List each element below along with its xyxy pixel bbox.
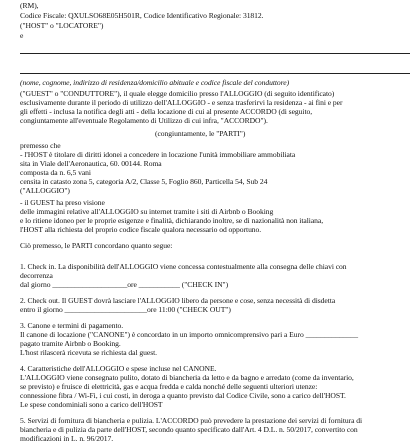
section-3-receipt: L'host rilascerà ricevuta se richiesta dal guest. bbox=[20, 348, 158, 357]
section-1-checkin-date: dal giorno ____________________ore ___________ ("CHECK IN") bbox=[20, 280, 229, 289]
guest-premise-2: delle immagini relative all'ALLOGGIO su internet tramite i siti di Airbnb o Booking bbox=[20, 207, 274, 216]
section-5-line-2: biancheria e di pulizia da parte dell'HOST, secondo quanto specificato dall'Art. 4 D.L. n. 50/2017, convertito con bbox=[20, 425, 358, 434]
guest-premise-4: l'HOST alla richiesta del proprio codice fiscale qualora necessario od opportuno. bbox=[20, 225, 262, 234]
section-1-title: 1. Check in. La disponibilità dell'ALLOGGIO viene concessa contestualmente alla consegna delle chiavi con bbox=[20, 262, 347, 271]
host-role-label: ("HOST" o "LOCATORE") bbox=[20, 21, 104, 30]
section-4-line-1: L'ALLOGGIO viene consegnato pulito, dotato di biancheria da letto e da bagno e arredato (come da inventario, bbox=[20, 373, 354, 382]
section-3-canone: Il canone di locazione ("CANONE") è concordato in un importo omnicomprensivo pari a Euro ______________ bbox=[20, 330, 359, 339]
section-4-title: 4. Caratteristiche dell'ALLOGGIO e spese incluse nel CANONE. bbox=[20, 364, 217, 373]
parties-heading: (congiuntamente, le "PARTI") bbox=[155, 129, 246, 138]
guest-blank-line-1 bbox=[20, 53, 410, 54]
section-5-line-1: 5. Servizi di fornitura di biancheria e pulizia. L'ACCORDO può prevedere la prestazione dei servizi di fornitura di bbox=[20, 416, 363, 425]
premesso-che: premesso che bbox=[20, 141, 61, 150]
conjunction-e: e bbox=[20, 31, 24, 40]
guest-definition-line-2: esclusivamente durante il periodo di utilizzo dell'ALLOGGIO - e senza trasferirvi la residenza - ai fini e per bbox=[20, 98, 343, 107]
guest-premise-1: - il GUEST ha preso visione bbox=[20, 198, 105, 207]
guest-blank-line-2 bbox=[20, 73, 410, 74]
guest-definition-line-1: ("GUEST" o "CONDUTTORE"), il quale elegge domicilio presso l'ALLOGGIO (di seguito identificato) bbox=[20, 89, 335, 98]
premise-cadastre: censita in catasto zona 5, categoria A/2, Classe 5, Foglio 860, Particella 54, Sub 24 bbox=[20, 177, 268, 186]
section-2-title: 2. Check out. Il GUEST dovrà lasciare l'ALLOGGIO libero da persone e cose, senza necessità di disdetta bbox=[20, 296, 336, 305]
guest-premise-3: e lo ritiene idoneo per le proprie esigenze e finalità, dichiarando inoltre, se di nazionalità non italiana, bbox=[20, 216, 324, 225]
section-4-line-3: connessione fibra / Wi-Fi, i cui costi, in deroga a quanto previsto dal Codice Civile, sono a carico dell'HOST. bbox=[20, 391, 346, 400]
guest-identification-caption: (nome, cognome, indirizzo di residenza/domicilio abituale e codice fiscale del conduttore) bbox=[20, 78, 290, 87]
premise-rooms: composta da n. 6,5 vani bbox=[20, 168, 91, 177]
section-1-decorrenza: decorrenza bbox=[20, 271, 53, 280]
section-4-line-4: Le spese condominiali sono a carico dell'HOST bbox=[20, 400, 163, 409]
header-province: (RM), bbox=[20, 1, 39, 10]
section-5-line-3: modificazioni in L. n. 96/2017. bbox=[20, 434, 114, 443]
premise-alloggio: ("ALLOGGIO") bbox=[20, 186, 70, 195]
section-3-title: 3. Canone e termini di pagamento. bbox=[20, 321, 124, 330]
host-fiscal-code: Codice Fiscale: QXULSO68E05H501R, Codice Identificativo Regionale: 31812. bbox=[20, 11, 264, 20]
premise-host-title: - l'HOST è titolare di diritti idonei a concedere in locazione l'unità immobiliare ammobiliata bbox=[20, 150, 296, 159]
premise-address: sita in Viale dell'Aeronautica, 60. 00144. Roma bbox=[20, 159, 162, 168]
section-4-line-2: se previsto) e fruisce di elettricità, gas e acqua fredda e calda nonché delle seguenti ulteriori utenze: bbox=[20, 382, 318, 391]
section-3-payment: pagato tramite Airbnb o Booking. bbox=[20, 339, 121, 348]
guest-definition-line-3: gli effetti - inclusa la notifica degli atti - della locazione di cui al presente ACCORDO (di seguito, bbox=[20, 107, 313, 116]
guest-definition-line-4: congiuntamente all'eventuale Regolamento di Utilizzo di cui infra, "ACCORDO"). bbox=[20, 116, 268, 125]
cio-premesso: Ciò premesso, le PARTI concordano quanto segue: bbox=[20, 241, 173, 250]
section-2-checkout-date: entro il giorno ______________________ore 11:00 ("CHECK OUT") bbox=[20, 305, 231, 314]
